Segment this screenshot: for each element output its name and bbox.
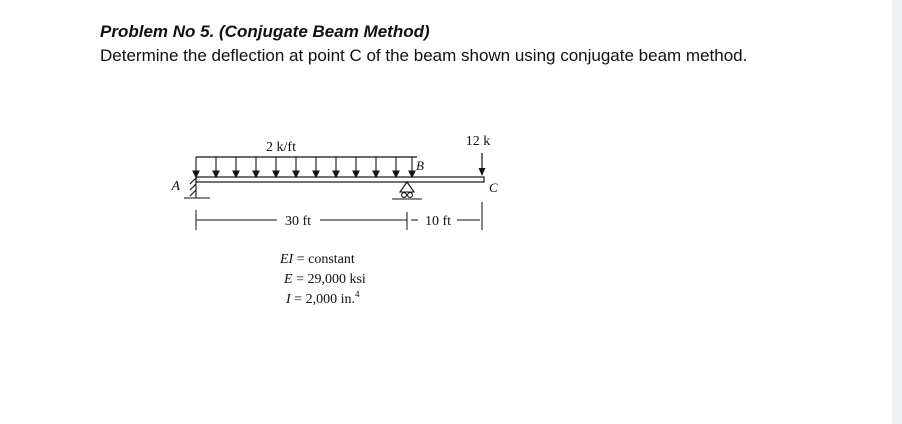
point-load-label: 12 k bbox=[465, 134, 491, 149]
point-a-label: A bbox=[171, 179, 180, 194]
distributed-load-label: 2 k/ft bbox=[266, 140, 296, 155]
point-b-label: B bbox=[416, 158, 424, 173]
i-property: I = 2,000 in.$^4$ bbox=[286, 289, 360, 307]
ei-property: EI = constant bbox=[280, 252, 355, 267]
span-ab-label: 30 ft bbox=[284, 214, 312, 229]
problem-statement: Determine the deflection at point C of the beam shown using conjugate beam method. bbox=[100, 46, 748, 65]
distributed-load-arrows bbox=[193, 157, 415, 177]
page-edge-strip bbox=[892, 0, 902, 424]
beam bbox=[196, 177, 484, 182]
point-load-arrow-head bbox=[479, 168, 486, 176]
point-c-label: C bbox=[489, 180, 498, 195]
roller-support-b bbox=[392, 182, 422, 199]
e-property: E = 29,000 ksi bbox=[284, 272, 366, 287]
beam-figure bbox=[160, 120, 520, 330]
problem-title: Problem No 5. (Conjugate Beam Method) bbox=[100, 22, 430, 41]
span-bc-label: 10 ft bbox=[424, 214, 452, 229]
